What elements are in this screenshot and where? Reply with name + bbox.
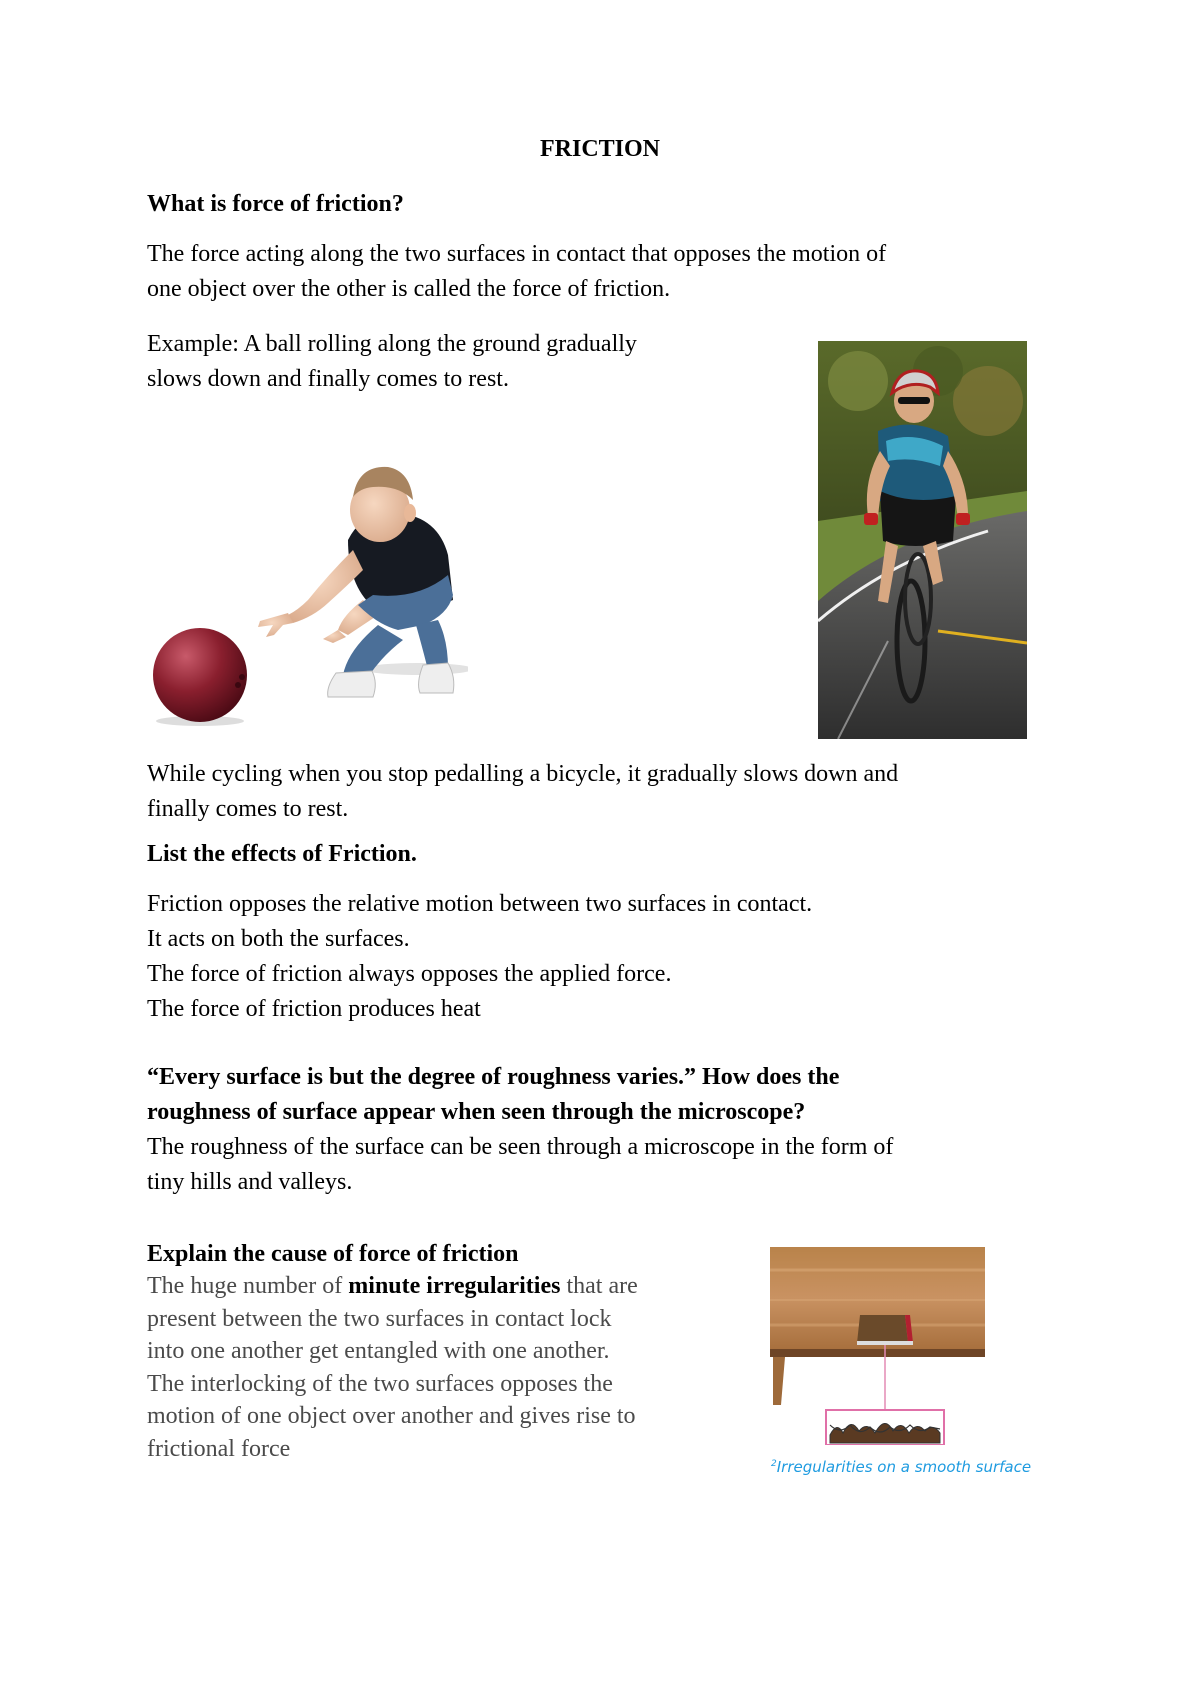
effects-list-item: It acts on both the surfaces. (147, 926, 410, 952)
answer-line: tiny hills and valleys. (147, 1169, 353, 1195)
figure-caption-footnote: 2 (771, 1459, 777, 1469)
cause-line: The interlocking of the two surfaces opposes the (147, 1370, 613, 1397)
effects-list-item: The force of friction produces heat (147, 996, 481, 1022)
cycling-line: finally comes to rest. (147, 796, 349, 822)
question-what-is-friction: What is force of friction? (147, 191, 404, 217)
question-line: roughness of surface appear when seen through the microscope? (147, 1099, 806, 1125)
definition-paragraph (147, 237, 886, 307)
question-surface-roughness (147, 1060, 839, 1130)
cause-line: into one another get entangled with one another. (147, 1338, 610, 1364)
table-block-irregularities-figure (765, 1245, 990, 1445)
effects-list-item: Friction opposes the relative motion between two surfaces in contact. (147, 891, 813, 917)
question-line: “Every surface is but the degree of roughness varies.” How does the (147, 1064, 840, 1090)
definition-line: The force acting along the two surfaces in contact that opposes the motion of (147, 241, 887, 267)
example-paragraph (147, 327, 637, 397)
cause-paragraph (147, 1270, 638, 1465)
roughness-answer (147, 1130, 893, 1200)
example-line: Example: A ball rolling along the ground gradually (147, 331, 637, 357)
cycling-line: While cycling when you stop pedalling a bicycle, it gradually slows down and (147, 761, 899, 787)
answer-line: The roughness of the surface can be seen through a microscope in the form of (147, 1134, 894, 1160)
cause-line: frictional force (147, 1435, 291, 1462)
question-effects-of-friction: List the effects of Friction. (147, 841, 417, 867)
cause-line: motion of one object over another and gives rise to (147, 1403, 636, 1429)
page-title: FRICTION (539, 136, 660, 162)
figure-caption (771, 1458, 1031, 1476)
definition-line: one object over the other is called the force of friction. (147, 276, 671, 302)
cyclist-photo (818, 341, 1027, 739)
question-cause-of-friction: Explain the cause of force of friction (147, 1241, 519, 1267)
boy-rolling-ball-image (148, 425, 468, 730)
figure-caption-text: Irregularities on a smooth surface (776, 1458, 1032, 1476)
example-line: slows down and finally comes to rest. (147, 366, 509, 392)
cycling-paragraph (147, 757, 898, 827)
effects-list-item: The force of friction always opposes the applied force. (147, 961, 672, 987)
emphasis-minute-irregularities: minute irregularities (348, 1273, 561, 1299)
cause-line: present between the two surfaces in contact lock (147, 1305, 612, 1332)
cause-line: The huge number of minute irregularities that are (147, 1273, 638, 1299)
effects-list (147, 887, 812, 1027)
